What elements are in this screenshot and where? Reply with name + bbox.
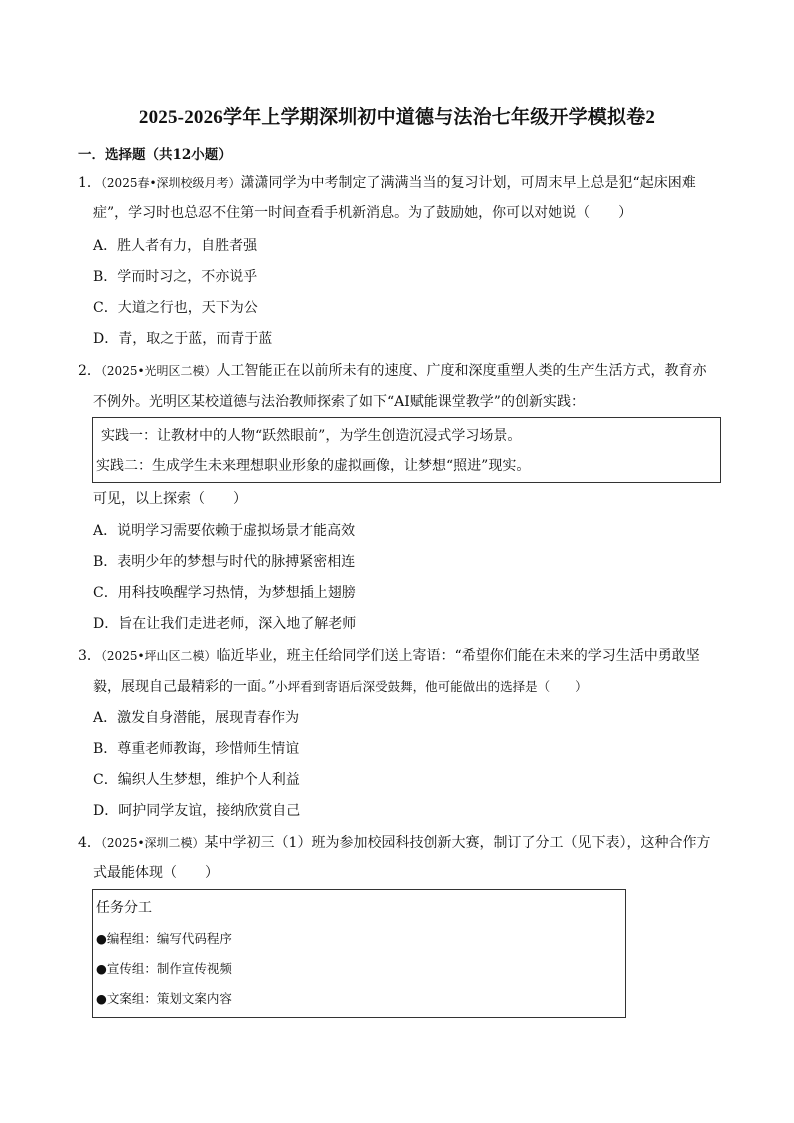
question-3-stem-text-2a: 毅，展现自己最精彩的一面。”	[93, 679, 276, 695]
question-2-stem-line-1	[78, 361, 707, 381]
question-1-stem-line-1	[78, 173, 696, 193]
question-3-source: （2025•坪山区二模）	[100, 649, 217, 663]
question-3-option-a: A．激发自身潜能，展现青春作为	[93, 710, 300, 726]
question-4-stem-text-1: 某中学初三（1）班为参加校园科技创新大赛，制订了分工（见下表），这种合作方	[204, 835, 711, 851]
question-3-stem-line-1	[78, 646, 700, 666]
question-2-number: 2．	[78, 363, 101, 379]
question-2-stem-text-1: 人工智能正在以前所未有的速度、广度和深度重塑人类的生产生活方式，教育亦	[216, 363, 707, 379]
question-3-number: 3．	[78, 648, 101, 664]
question-3-option-c: C．编织人生梦想，维护个人利益	[93, 772, 300, 788]
question-4-stem-line-2: 式最能体现（ ）	[93, 865, 219, 881]
task-programming-group: ●编程组：编写代码程序	[96, 931, 232, 946]
question-3-stem-text-1: 临近毕业，班主任给同学们送上寄语：“希望你们能在未来的学习生活中勇敢坚	[216, 648, 700, 664]
question-2-stem-line-2: 不例外。光明区某校道德与法治教师探索了如下“AI赋能课堂教学”的创新实践：	[93, 394, 585, 410]
question-3-option-b: B．尊重老师教诲，珍惜师生情谊	[93, 741, 300, 757]
task-copywriting-group: ●文案组：策划文案内容	[96, 991, 232, 1006]
question-1-option-a: A．胜人者有力，自胜者强	[93, 238, 258, 254]
material-practice-1: 实践一：让教材中的人物“跃然眼前”，为学生创造沉浸式学习场景。	[101, 428, 522, 444]
question-2-source: （2025•光明区二模）	[100, 364, 217, 378]
question-2-option-d: D．旨在让我们走进老师，深入地了解老师	[93, 616, 357, 632]
question-1-stem-line-2: 症”，学习时也总忍不住第一时间查看手机新消息。为了鼓励她，你可以对她说（ ）	[93, 205, 633, 221]
question-3-stem-line-2	[93, 677, 588, 697]
question-1-option-b: B．学而时习之，不亦说乎	[93, 269, 258, 285]
task-table-heading: 任务分工	[96, 900, 152, 916]
page-title: 2025-2026学年上学期深圳初中道德与法治七年级开学模拟卷2	[138, 107, 656, 128]
question-2-option-c: C．用科技唤醒学习热情，为梦想插上翅膀	[93, 585, 356, 601]
section-heading: 一．选择题（共12小题）	[78, 147, 232, 163]
material-practice-2: 实践二：生成学生未来理想职业形象的虚拟画像，让梦想“照进”现实。	[96, 458, 531, 474]
question-4-number: 4．	[78, 835, 101, 851]
question-1-option-d: D．青，取之于蓝，而青于蓝	[93, 331, 273, 347]
question-2-option-b: B．表明少年的梦想与时代的脉搏紧密相连	[93, 554, 356, 570]
question-1-number: 1．	[78, 175, 101, 191]
question-1-source: （2025春•深圳校级月考）	[100, 176, 241, 190]
question-1-stem-text-1: 潇潇同学为中考制定了满满当当的复习计划，可周末早上总是犯“起床困难	[240, 175, 696, 191]
task-publicity-group: ●宣传组：制作宣传视频	[96, 961, 232, 976]
question-2-stem-line-3: 可见，以上探索（ ）	[93, 491, 247, 507]
question-4-task-table	[92, 889, 626, 1018]
question-4-stem-line-1	[78, 833, 710, 853]
question-1-option-c: C．大道之行也，天下为公	[93, 300, 258, 316]
question-2-material-box	[92, 417, 721, 483]
question-3-option-d: D．呵护同学友谊，接纳欣赏自己	[93, 803, 301, 819]
question-3-stem-text-2b: 小坪看到寄语后深受鼓舞，他可能做出的选择是（ ）	[275, 679, 588, 694]
question-4-source: （2025•深圳二模）	[100, 836, 205, 850]
question-2-option-a: A．说明学习需要依赖于虚拟场景才能高效	[93, 523, 356, 539]
